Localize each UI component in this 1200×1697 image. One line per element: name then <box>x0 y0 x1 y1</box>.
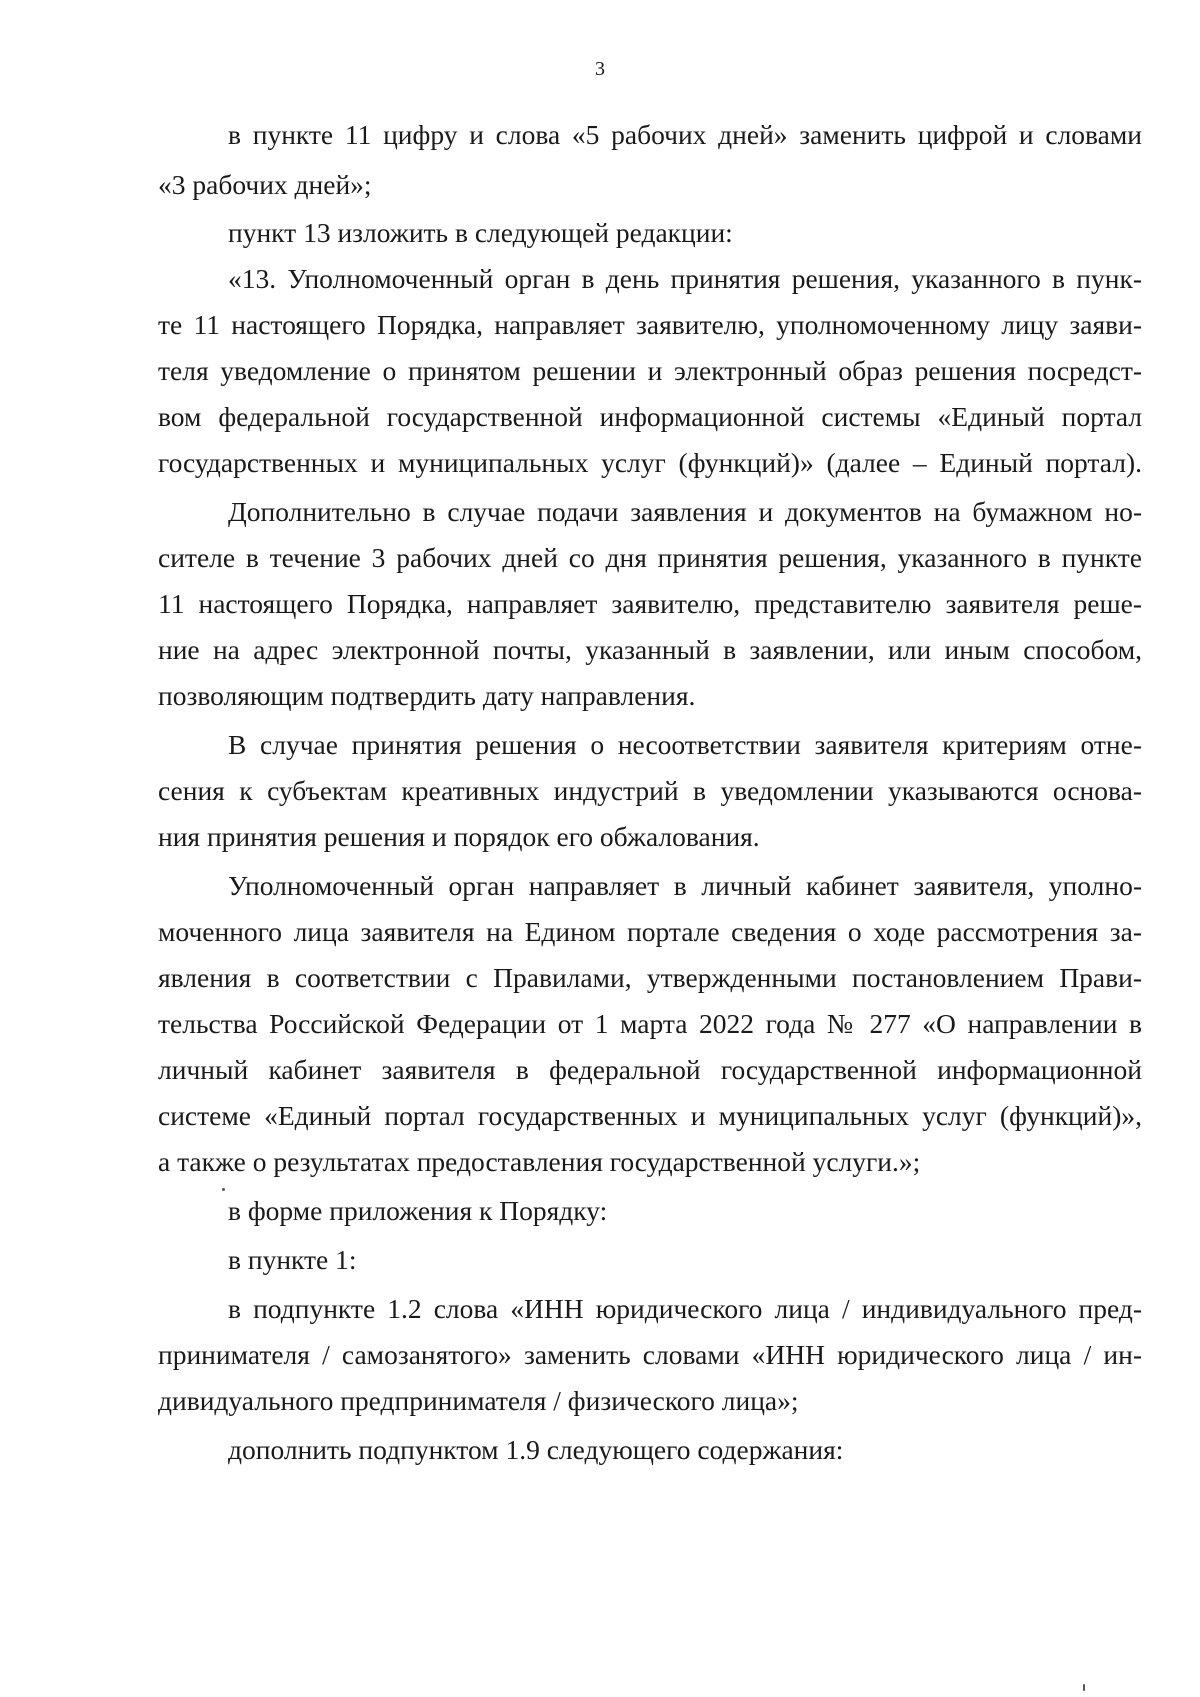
text-line: сителе в течение 3 рабочих дней со дня принятия решения, указанного в пункте <box>158 542 1142 573</box>
text-line: «13. Уполномоченный орган в день принятия решения, указанного в пунк- <box>228 263 1142 294</box>
text-line: в подпункте 1.2 слова «ИНН юридического лица / индивидуального пред- <box>228 1293 1142 1324</box>
text-line: личный кабинет заявителя в федеральной государственной информационной <box>158 1054 1142 1085</box>
text-line: Уполномоченный орган направляет в личный кабинет заявителя, уполно- <box>228 870 1142 901</box>
text-line: а также о результатах предоставления государственной услуги.»; <box>158 1146 921 1177</box>
text-line: те 11 настоящего Порядка, направляет заявителю, уполномоченному лицу заяви- <box>158 309 1142 340</box>
text-line: вом федеральной государственной информационной системы «Единый портал <box>158 401 1142 432</box>
text-line: ния принятия решения и порядок его обжалования. <box>158 821 760 852</box>
text-line: теля уведомление о принятом решении и электронный образ решения посредст- <box>158 355 1142 386</box>
text-line: в пункте 1: <box>228 1244 357 1275</box>
text-line: В случае принятия решения о несоответствии заявителя критериям отне- <box>228 729 1142 760</box>
text-line: дивидуального предпринимателя / физического лица»; <box>158 1385 799 1416</box>
text-line: системе «Единый портал государственных и муниципальных услуг (функций)», <box>158 1100 1142 1131</box>
text-line: тельства Российской Федерации от 1 марта 2022 года № 277 «О направлении в <box>158 1008 1142 1039</box>
text-line: ние на адрес электронной почты, указанный в заявлении, или иным способом, <box>158 634 1142 665</box>
text-line: пункт 13 изложить в следующей редакции: <box>228 217 733 248</box>
text-line: 11 настоящего Порядка, направляет заявителю, представителю заявителя реше- <box>158 588 1142 619</box>
text-line: сения к субъектам креативных индустрий в уведомлении указываются основа- <box>158 775 1142 806</box>
text-line: дополнить подпунктом 1.9 следующего содержания: <box>228 1434 844 1465</box>
text-line: Дополнительно в случае подачи заявления и документов на бумажном но- <box>228 496 1142 527</box>
text-line: принимателя / самозанятого» заменить словами «ИНН юридического лица / ин- <box>158 1339 1142 1370</box>
text-line: явления в соответствии с Правилами, утвержденными постановлением Прави- <box>158 962 1142 993</box>
text-line: «3 рабочих дней»; <box>158 169 372 200</box>
text-line: в пункте 11 цифру и слова «5 рабочих дней» заменить цифрой и словами <box>228 119 1142 150</box>
text-line: в форме приложения к Порядку: <box>228 1195 608 1226</box>
scan-speck <box>222 1188 225 1191</box>
text-line: государственных и муниципальных услуг (функций)» (далее – Единый портал). <box>158 447 1142 478</box>
page-number: 3 <box>595 58 605 80</box>
text-line: позволяющим подтвердить дату направления. <box>158 680 696 711</box>
text-line: моченного лица заявителя на Едином портале сведения о ходе рассмотрения за- <box>158 916 1142 947</box>
scan-speck <box>1083 1684 1085 1691</box>
